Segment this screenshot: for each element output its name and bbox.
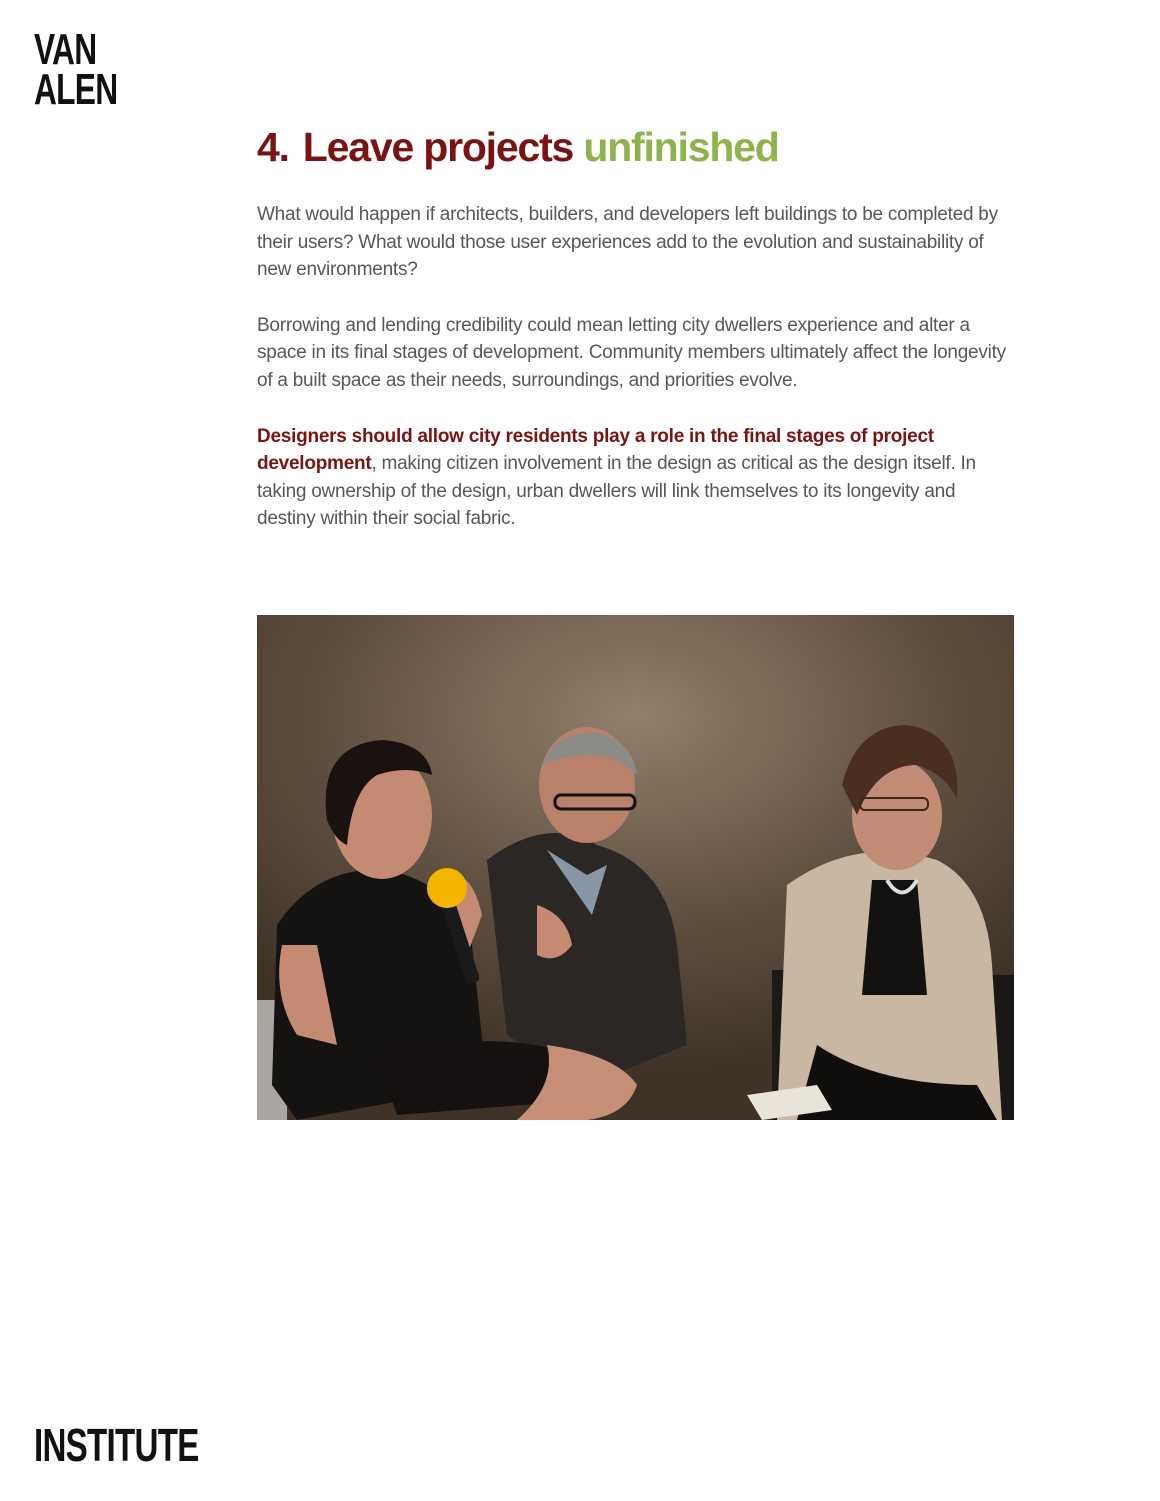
paragraph-1: What would happen if architects, builders, and developers left buildings to be completed by their users? What would those user experiences add to the evolution and sustainability of new environments?	[257, 204, 998, 281]
paragraph-3-rest: , making citizen involvement in the design as critical as the design itself. In taking ownership of the design, urban dwellers will link themselves to its longevity and destiny within their social fabric.	[257, 453, 976, 530]
paragraph-3	[257, 423, 1017, 533]
highlight-text: Designers should allow city residents play a role in the final stages of project development	[257, 425, 934, 475]
article-content	[257, 118, 1017, 533]
logo-line-van: VAN	[34, 25, 97, 74]
institute-logo: INSTITUTE	[34, 1419, 199, 1471]
title-main: Leave projects	[302, 124, 574, 170]
panel-photo-illustration	[257, 615, 1014, 1120]
page-title	[257, 118, 1017, 176]
logo-line-alen: ALEN	[34, 65, 118, 114]
van-alen-logo	[34, 25, 118, 114]
paragraph-2: Borrowing and lending credibility could mean letting city dwellers experience and alter a space in its final stages of development. Community members ultimately affect the longevity of a built space as their needs, surroundings, and priorities evolve.	[257, 314, 1006, 391]
section-number: 4.	[257, 124, 289, 170]
panel-discussion-photo	[257, 615, 1014, 1120]
title-accent: unfinished	[583, 124, 779, 170]
